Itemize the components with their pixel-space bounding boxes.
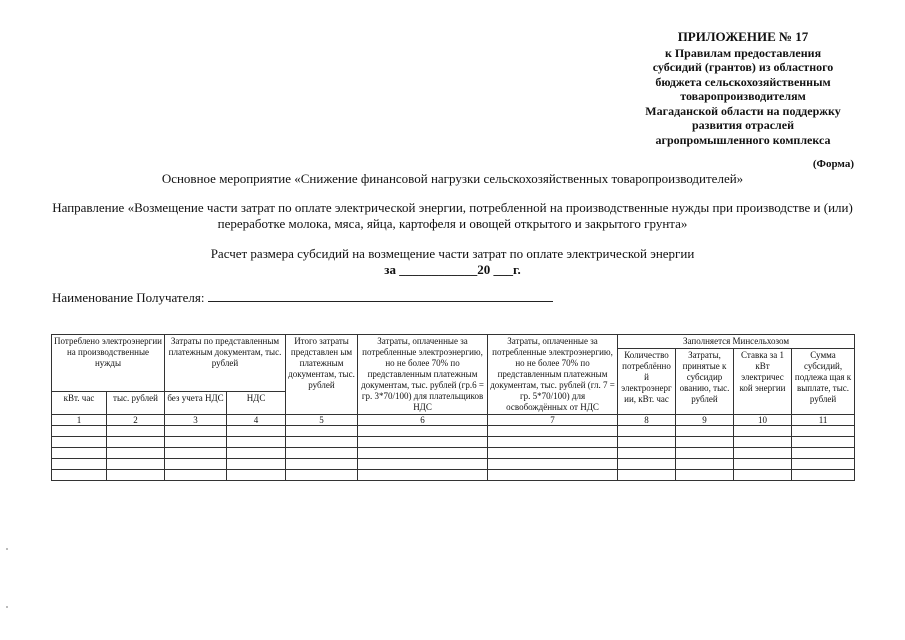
appendix-line: к Правилам предоставления [664,45,822,60]
column-number: 7 [488,415,618,426]
table-cell[interactable] [488,459,618,470]
column-number: 9 [676,415,734,426]
table-cell[interactable] [488,470,618,481]
table-cell[interactable] [52,426,107,437]
table-cell[interactable] [107,448,165,459]
scan-speck [6,606,8,608]
appendix-block [598,30,888,147]
table-cell[interactable] [792,437,855,448]
main-measure: Основное мероприятие «Снижение финансовой нагрузки сельскохозяйственных товаропроизводителей» [161,171,744,186]
header-amount: Сумма субсидий, подлежа щая к выплате, тыс. рублей [792,349,855,415]
table-cell[interactable] [734,459,792,470]
table-cell[interactable] [286,437,358,448]
table-cell[interactable] [734,448,792,459]
table-row [52,470,855,481]
header-kwh: кВт. час [52,392,107,415]
table-cell[interactable] [358,459,488,470]
form-label: (Форма) [812,158,854,170]
table-cell[interactable] [227,459,286,470]
table-row [52,459,855,470]
table-cell[interactable] [52,448,107,459]
table-cell[interactable] [107,470,165,481]
table-cell[interactable] [676,426,734,437]
table-cell[interactable] [488,426,618,437]
table-cell[interactable] [358,448,488,459]
column-number: 4 [227,415,286,426]
table-cell[interactable] [165,470,227,481]
recipient-field[interactable] [208,289,553,302]
header-consumed: Потреблено электроэнергии на производственные нужды [52,335,165,392]
table-cell[interactable] [676,470,734,481]
table-cell[interactable] [618,470,676,481]
table-cell[interactable] [286,470,358,481]
header-paid-exempt: Затраты, оплаченные за потребленные электроэнергию, но не более 70% по представленным платежным документам, тыс. рублей (гл. 7 = гр. 5*70/100) для освобождённых от НДС [488,335,618,415]
table-cell[interactable] [286,448,358,459]
table-cell[interactable] [358,437,488,448]
header-accepted: Затраты, принятые к субсидир ованию, тыс. рублей [676,349,734,415]
table-cell[interactable] [676,437,734,448]
table-cell[interactable] [792,448,855,459]
appendix-line: товаропроизводителям [680,89,806,103]
header-no-vat: без учета НДС [165,392,227,415]
period-line: за ____________20 ___г. [384,262,521,277]
table-cell[interactable] [227,426,286,437]
table-cell[interactable] [618,459,676,470]
appendix-line: Магаданской области на поддержку [645,103,841,118]
table-cell[interactable] [488,448,618,459]
header-ministry: Заполняется Минсельхозом [618,335,855,349]
table-cell[interactable] [792,459,855,470]
table-row [52,437,855,448]
appendix-line: бюджета сельскохозяйственным [655,74,831,89]
table-cell[interactable] [358,470,488,481]
table-cell[interactable] [676,448,734,459]
column-number: 3 [165,415,227,426]
recipient-label: Наименование Получателя: [52,290,205,305]
appendix-line: агропромышленного комплекса [655,132,831,147]
appendix-title: ПРИЛОЖЕНИЕ № 17 [677,29,809,44]
table-cell[interactable] [227,437,286,448]
table-cell[interactable] [52,459,107,470]
table-cell[interactable] [165,426,227,437]
header-total: Итого затраты представлен ым платежным документам, тыс. рублей [286,335,358,415]
appendix-line: субсидий (грантов) из областного [652,60,834,74]
column-number: 10 [734,415,792,426]
table-cell[interactable] [52,437,107,448]
direction-block [20,200,885,232]
column-numbers-row [52,415,855,426]
column-number: 5 [286,415,358,426]
recipient-row [52,289,553,306]
table-cell[interactable] [107,426,165,437]
table-cell[interactable] [165,459,227,470]
scan-speck [6,548,8,550]
table-cell[interactable] [618,437,676,448]
table-cell[interactable] [618,426,676,437]
header-quantity: Количество потреблённо й электроэнерг ии, кВт. час [618,349,676,415]
table-cell[interactable] [107,437,165,448]
table-cell[interactable] [488,437,618,448]
table-cell[interactable] [358,426,488,437]
table-cell[interactable] [227,448,286,459]
column-number: 8 [618,415,676,426]
table-cell[interactable] [734,470,792,481]
subsidy-table [51,334,855,481]
table-cell[interactable] [286,459,358,470]
table-cell[interactable] [734,426,792,437]
calc-title: Расчет размера субсидий на возмещение части затрат по оплате электрической энергии [210,246,695,261]
table-cell[interactable] [107,459,165,470]
column-number: 6 [358,415,488,426]
direction-line: переработке молока, мяса, яйца, картофеля и овощей открытого и закрытого грунта» [217,216,688,231]
appendix-line: развития отраслей [691,118,795,132]
table-cell[interactable] [165,437,227,448]
table-cell[interactable] [792,470,855,481]
table-cell[interactable] [734,437,792,448]
table-cell[interactable] [618,448,676,459]
table-cell[interactable] [286,426,358,437]
header-costs-docs: Затраты по представленным платежным документам, тыс. рублей [165,335,286,392]
header-rate: Ставка за 1 кВт электричес кой энергии [734,349,792,415]
header-vat: НДС [227,392,286,415]
table-cell[interactable] [792,426,855,437]
column-number: 1 [52,415,107,426]
header-row [52,335,855,349]
column-number: 11 [792,415,855,426]
header-thousand: тыс. рублей [107,392,165,415]
table-cell[interactable] [227,470,286,481]
table-cell[interactable] [165,448,227,459]
table-row [52,426,855,437]
direction-line: Направление «Возмещение части затрат по оплате электрической энергии, потребленной на производственные нужды при производстве и (или) [52,200,853,215]
column-number: 2 [107,415,165,426]
table-row [52,448,855,459]
header-paid-vat: Затраты, оплаченные за потребленные электроэнергию, но не более 70% по представленным платежным документам, тыс. рублей (гр.6 = гр. 3*70/100) для плательщиков НДС [358,335,488,415]
table-cell[interactable] [52,470,107,481]
table-cell[interactable] [676,459,734,470]
